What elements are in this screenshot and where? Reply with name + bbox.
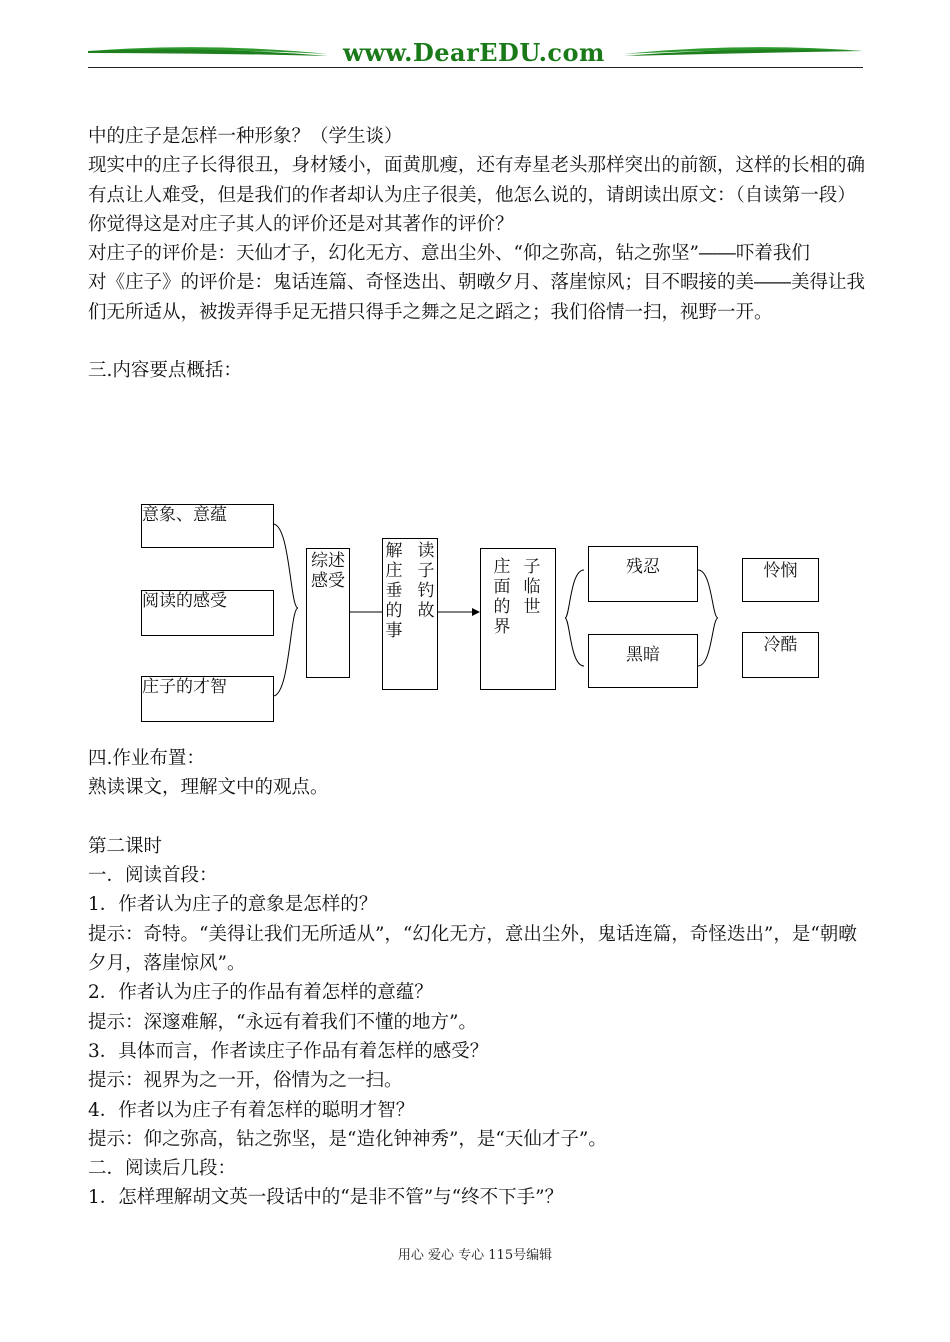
- box-char: 临: [523, 577, 541, 597]
- box-char: 读: [417, 541, 435, 561]
- box-label: 残忍: [626, 557, 660, 577]
- box-label: 庄子的才智: [142, 677, 227, 697]
- document-body-lower: [88, 744, 866, 1213]
- box-char: 世: [523, 597, 541, 617]
- box-label: 意象、意蕴: [142, 505, 227, 525]
- paragraph: 你觉得这是对庄子其人的评价还是对其著作的评价？: [88, 213, 514, 235]
- section-heading: 一．阅读首段：: [88, 865, 218, 887]
- world-face-box: [480, 548, 556, 690]
- box-char: 子: [417, 561, 435, 581]
- left-box-talent: [141, 676, 274, 722]
- content-summary-diagram: [140, 500, 830, 725]
- section-heading: 三.内容要点概括：: [88, 360, 242, 382]
- box-label: 怜悯: [763, 561, 798, 581]
- box-char: 故: [417, 601, 435, 621]
- paragraph: 对庄子的评价是：天仙才子，幻化无方、意出尘外、“仰之弥高，钻之弥坚”――吓着我们: [88, 243, 810, 265]
- world-box-dark: [588, 634, 698, 688]
- site-logo[interactable]: www.DearEDU.com: [343, 38, 605, 67]
- box-label-line: 感受: [311, 571, 345, 591]
- document-body: [88, 122, 866, 386]
- lesson-heading: 第二课时: [88, 835, 163, 857]
- paragraph: 熟读课文，理解文中的观点。: [88, 777, 329, 799]
- left-box-imagery: [141, 504, 274, 548]
- left-swoosh-icon: [88, 44, 328, 58]
- left-box-feeling: [141, 590, 274, 636]
- right-swoosh-icon: [623, 44, 863, 58]
- box-char: 钓: [417, 581, 435, 601]
- header-rule: [88, 67, 863, 68]
- page-footer: 用心 爱心 专心 115号编辑: [397, 1248, 553, 1263]
- box-char: 解: [385, 541, 403, 561]
- paragraph: 中的庄子是怎样一种形象？（学生谈）: [88, 126, 403, 147]
- box-label: 阅读的感受: [142, 591, 227, 611]
- hint: 提示：仰之弥高，钻之弥坚，是“造化钟神秀”，是“天仙才子”。: [88, 1128, 607, 1150]
- box-char: 庄: [493, 557, 511, 577]
- story-box: [382, 538, 438, 690]
- box-char: 的: [385, 601, 403, 621]
- box-label: 冷酷: [763, 635, 798, 655]
- question: 4．作者以为庄子有着怎样的聪明才智？: [88, 1099, 415, 1121]
- question: 2．作者认为庄子的作品有着怎样的意蕴？: [88, 982, 433, 1004]
- hint: 提示：视界为之一开，俗情为之一扫。: [88, 1070, 403, 1092]
- box-label: 黑暗: [626, 645, 660, 665]
- box-char: 垂: [385, 581, 403, 601]
- box-char: 界: [493, 617, 511, 637]
- page-header: [88, 38, 863, 70]
- section-heading: 四.作业布置：: [88, 748, 205, 769]
- question: 3．具体而言，作者读庄子作品有着怎样的感受？: [88, 1040, 489, 1062]
- paragraph: 对《庄子》的评价是：鬼话连篇、奇怪迭出、朝暾夕月、落崖惊风；目不暇接的美――美得让我们无所适从，被拨弄得手足无措只得手之舞之足之蹈之；我们俗情一扫，视野一开。: [88, 272, 866, 323]
- question: 1．作者认为庄子的意象是怎样的？: [88, 894, 378, 916]
- box-char: 事: [385, 621, 403, 641]
- section-heading: 二．阅读后几段：: [88, 1158, 237, 1180]
- paragraph: 现实中的庄子长得很丑，身材矮小，面黄肌瘦，还有寿星老头那样突出的前额，这样的长相的确有点让人难受，但是我们的作者却认为庄子很美，他怎么说的，请朗读出原文：（自读第一段）: [88, 155, 866, 206]
- question: 1．怎样理解胡文英一段话中的“是非不管”与“终不下手”？: [88, 1187, 564, 1209]
- box-char: 面: [493, 577, 511, 597]
- result-box-pity: [742, 558, 819, 602]
- hint: 提示：深邃难解，“永远有着我们不懂的地方”。: [88, 1011, 477, 1033]
- box-char: 庄: [385, 561, 403, 581]
- hint: 提示：奇特。“美得让我们无所适从”，“幻化无方，意出尘外，鬼话连篇，奇怪迭出”，是“朝暾夕月，落崖惊风”。: [88, 923, 857, 975]
- result-box-cold: [742, 632, 819, 678]
- box-char: 的: [493, 597, 511, 617]
- world-box-cruel: [588, 546, 698, 602]
- box-char: 子: [523, 557, 541, 577]
- summary-box: [306, 548, 350, 678]
- box-label-line: 综述: [311, 551, 345, 571]
